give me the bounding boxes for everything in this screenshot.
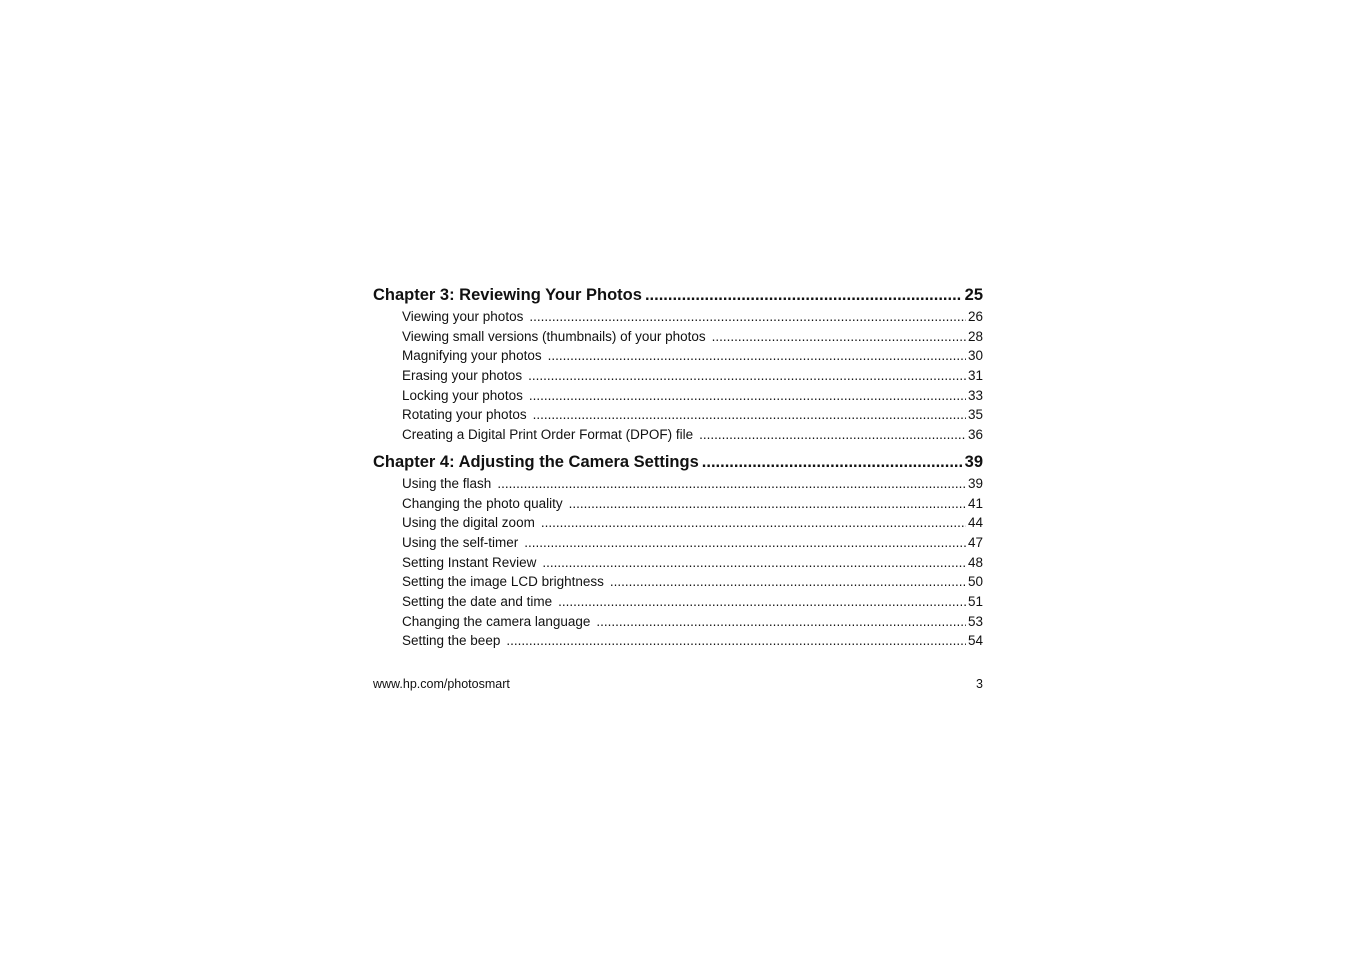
chapter-heading[interactable] [373,284,983,306]
toc-entry[interactable] [402,592,983,612]
dot-leader [548,346,966,366]
toc-entry[interactable] [402,307,983,327]
dot-leader [528,366,966,386]
page-footer [373,677,983,691]
dot-leader [541,513,966,533]
toc-entry[interactable] [402,612,983,632]
toc-entry[interactable] [402,494,983,514]
toc-entry[interactable] [402,631,983,651]
chapter-title: Chapter 3: Reviewing Your Photos [373,286,642,304]
dot-leader [558,592,966,612]
entry-title: Locking your photos [402,387,523,403]
entry-page-number: 30 [967,348,983,364]
dot-leader [569,494,966,514]
table-of-contents [373,284,983,651]
entry-page-number: 54 [967,633,983,649]
entry-page-number: 50 [967,574,983,590]
entry-title: Changing the photo quality [402,495,563,511]
dot-leader [529,386,966,406]
dot-leader [610,572,966,592]
entry-title: Setting the beep [402,633,501,649]
dot-leader [533,405,966,425]
toc-entry[interactable] [402,346,983,366]
chapter-heading[interactable] [373,451,983,473]
entry-page-number: 41 [967,495,983,511]
chapter-page-number: 39 [964,452,983,471]
toc-entry[interactable] [402,533,983,553]
dot-leader [645,284,962,306]
chapter-page-number: 25 [964,286,983,304]
entry-page-number: 53 [967,613,983,629]
entry-page-number: 31 [967,368,983,384]
entry-page-number: 35 [967,407,983,423]
chapter-entries [402,474,983,651]
toc-entry[interactable] [402,366,983,386]
dot-leader [699,425,966,445]
dot-leader [542,553,966,573]
entry-title: Viewing small versions (thumbnails) of your photos [402,328,706,344]
entry-title: Viewing your photos [402,309,524,324]
entry-page-number: 39 [967,475,983,491]
dot-leader [529,307,966,327]
entry-page-number: 33 [967,387,983,403]
entry-title: Erasing your photos [402,368,523,384]
dot-leader [497,474,966,494]
chapter-entries [402,307,983,445]
dot-leader [712,327,966,347]
entry-page-number: 51 [967,593,983,609]
toc-entry[interactable] [402,513,983,533]
entry-page-number: 47 [967,534,983,550]
toc-entry[interactable] [402,572,983,592]
toc-entry[interactable] [402,327,983,347]
entry-title: Creating a Digital Print Order Format (DPOF) file [402,427,694,443]
entry-title: Changing the camera language [402,613,591,629]
dot-leader [702,451,962,473]
entry-title: Magnifying your photos [402,348,542,364]
dot-leader [506,631,966,651]
entry-title: Using the flash [402,475,492,491]
entry-page-number: 44 [967,515,983,531]
dot-leader [596,612,966,632]
footer-url[interactable]: www.hp.com/photosmart [373,677,510,691]
toc-entry[interactable] [402,425,983,445]
entry-title: Using the self-timer [402,534,519,550]
entry-title: Setting the date and time [402,593,553,609]
dot-leader [524,533,966,553]
toc-entry[interactable] [402,386,983,406]
entry-title: Using the digital zoom [402,515,535,531]
entry-title: Setting the image LCD brightness [402,574,604,590]
entry-page-number: 28 [967,328,983,344]
chapter-title: Chapter 4: Adjusting the Camera Settings [373,452,699,471]
entry-page-number: 48 [967,554,983,570]
entry-title: Setting Instant Review [402,554,537,570]
entry-page-number: 36 [967,427,983,443]
entry-page-number: 26 [967,309,983,324]
toc-entry[interactable] [402,553,983,573]
toc-entry[interactable] [402,474,983,494]
toc-entry[interactable] [402,405,983,425]
footer-page-number: 3 [976,677,983,691]
entry-title: Rotating your photos [402,407,527,423]
